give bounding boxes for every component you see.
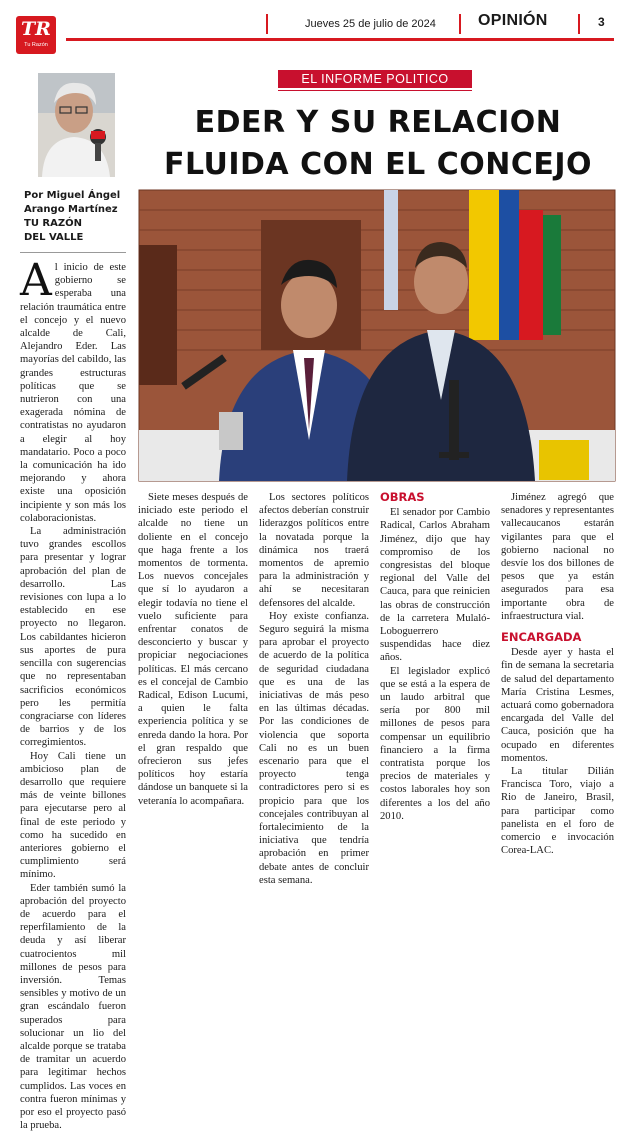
- author-outlet-line1: TU RAZÓN: [24, 218, 82, 229]
- subheading-encargada: ENCARGADA: [501, 630, 582, 645]
- tu-razon-logo: [16, 16, 56, 54]
- paragraph: Eder también sumó la aprobación del proyecto de acuerdo para el reperfilamiento de la deuda y así liberar cuatrocientos mil millones de pesos para inversión. Temas sensibles y motivo de un gran escándalo fueron superados para solucionar un lio del alcalde porque se trataba de tramitar un acuerdo para legitimar hechos cumplidos. Las voces en contra fueron mínimas y por eso el proyecto pasó la prueba.: [20, 882, 126, 1132]
- text-column-3: [259, 491, 369, 886]
- text-column-5: [501, 491, 614, 857]
- author-byline: [24, 189, 129, 245]
- logo-subtitle: Tu Razón: [24, 42, 48, 48]
- paragraph: El senador por Cambio Radical, Carlos Abraham Jiménez, dijo que hay compromiso de los congresistas del bloque regional del Valle del Cauca, para que reinicien las obras de construcción de la carretera Mulaló-Loboguerrero suspendidas hace diez años.: [380, 507, 490, 664]
- article-photo: [139, 190, 615, 481]
- paragraph: Hoy existe confianza. Seguro seguirá la misma para aprobar el proyecto de acuerdo de la política de seguridad ciudadana que es una de las iniciativas de más peso en las últimas décadas. Por las condiciones de violencia que soporta Cali no es un buen escenario para que el proyecto tenga contradictores pero si es propicio para que los concejales contribuyan al fortalecimiento de la iniciativa que tendría aprobación en primer debate antes de concluir esta semana.: [259, 610, 369, 886]
- header-divider: [266, 14, 268, 34]
- author-name-line2: Arango Martínez: [24, 204, 118, 215]
- text-column-4: [380, 491, 490, 831]
- paragraph: Los sectores políticos afectos deberían construir liderazgos políticos entre la novatada porque la dinámica nos traerá momentos de apremio para la administración y ahí se necesitaran defensores del alcalde.: [259, 492, 369, 609]
- author-photo: [38, 73, 115, 177]
- paragraph: La administración tuvo grandes escollos para presentar y lograr aprobación del plan de desarrollo. Las revisiones con lupa a lo establecido en ese proyecto no llegaron. Los cabildantes hicieron sus aportes de pura sencilla con sugerencias que no representaban sacrificios económicos pero les permitía congraciarse con líderes de barrios y de los corregimientos.: [20, 526, 126, 749]
- article-headline: [140, 102, 616, 186]
- paragraph-text: l inicio de este gobierno se esperaba una relación traumática entre el concejo y el nuevo alcalde de Cali, Alejandro Eder. Las mayorías del cabildo, las grandes estructuras políticas que se nutrieron con una exagerada nómina de contratistas no ayudaron a elegir al hoy mandatario. Poco a poco la comunicación ha ido mejorando y ahora existe una oposición incipiente y son más los colaboracionistas.: [20, 262, 126, 524]
- paragraph: Siete meses después de iniciado este periodo el alcalde no tiene un doliente en el concejo que haga frente a los momentos de tormenta. Los nuevos concejales que sí lo ayudaron a elegir todavía no tiene el vuelo suficiente para enfrentar conatos de desconcierto y buscar y propiciar negociaciones políticas. El más cercano es el concejal de Cambio Radical, Edison Lucumi, a quien le falta experiencia política y se enreda dando la hora. Por el gran respaldo que ofrecieron sus jefes políticos hoy estaría dándose un banquete si la veteranía lo acompañara.: [138, 492, 248, 807]
- subheading-obras: OBRAS: [380, 490, 425, 504]
- header-divider: [459, 14, 461, 34]
- paragraph: [20, 255, 126, 525]
- kicker-rule: [278, 90, 472, 91]
- author-name-line1: Por Miguel Ángel: [24, 190, 121, 201]
- column-rule: [20, 252, 126, 253]
- page-number: 3: [598, 15, 605, 29]
- author-outlet-line2: DEL VALLE: [24, 232, 84, 243]
- text-column-2: [138, 491, 248, 831]
- column-kicker: EL INFORME POLITICO: [278, 70, 472, 88]
- drop-cap: A: [20, 255, 52, 306]
- paragraph: Hoy Cali tiene un ambicioso plan de desarrollo que requiere más de veinte billones para ejecutarse pero al final de este periodo y como ha sucedido en anteriores gobierno el cumplimiento será mínimo.: [20, 750, 126, 881]
- header-divider: [578, 14, 580, 34]
- headline-line1: EDER Y SU RELACION: [194, 105, 562, 140]
- paragraph: Jiménez agregó que senadores y representantes vallecaucanos estarán vigilantes para que el gobierno nacional no desvíe los dos billones de pesos que ya están asegurados para esa importante obra de infraestructura vial.: [501, 492, 614, 622]
- paragraph: La titular Dilián Francisca Toro, viajo a Rio de Janeiro, Brasil, para participar como panelista en el foro de comercio e invocación Corea-LAC.: [501, 766, 614, 857]
- issue-date: Jueves 25 de julio de 2024: [305, 18, 436, 30]
- section-name: OPINIÓN: [478, 12, 548, 29]
- text-column-1: [20, 252, 126, 1132]
- headline-line2: FLUIDA CON EL CONCEJO: [163, 147, 593, 182]
- paragraph: El legislador explicó que se está a la espera de un laudo arbitral que sería por 800 mil millones de pesos para compensar un equilibrio financiero a la firma contratista porque los precios de materiales y costos laborales hoy son diferentes a los del año 2010.: [380, 665, 490, 822]
- paragraph: Desde ayer y hasta el fin de semana la secretaria de salud del departamento María Cristina Lesmes, actuará como gobernadora encargada del Valle del Cauca, posición que ha ocupado en diferentes momentos.: [501, 647, 614, 764]
- header-rule: [66, 38, 614, 41]
- logo-text: TR: [21, 18, 51, 40]
